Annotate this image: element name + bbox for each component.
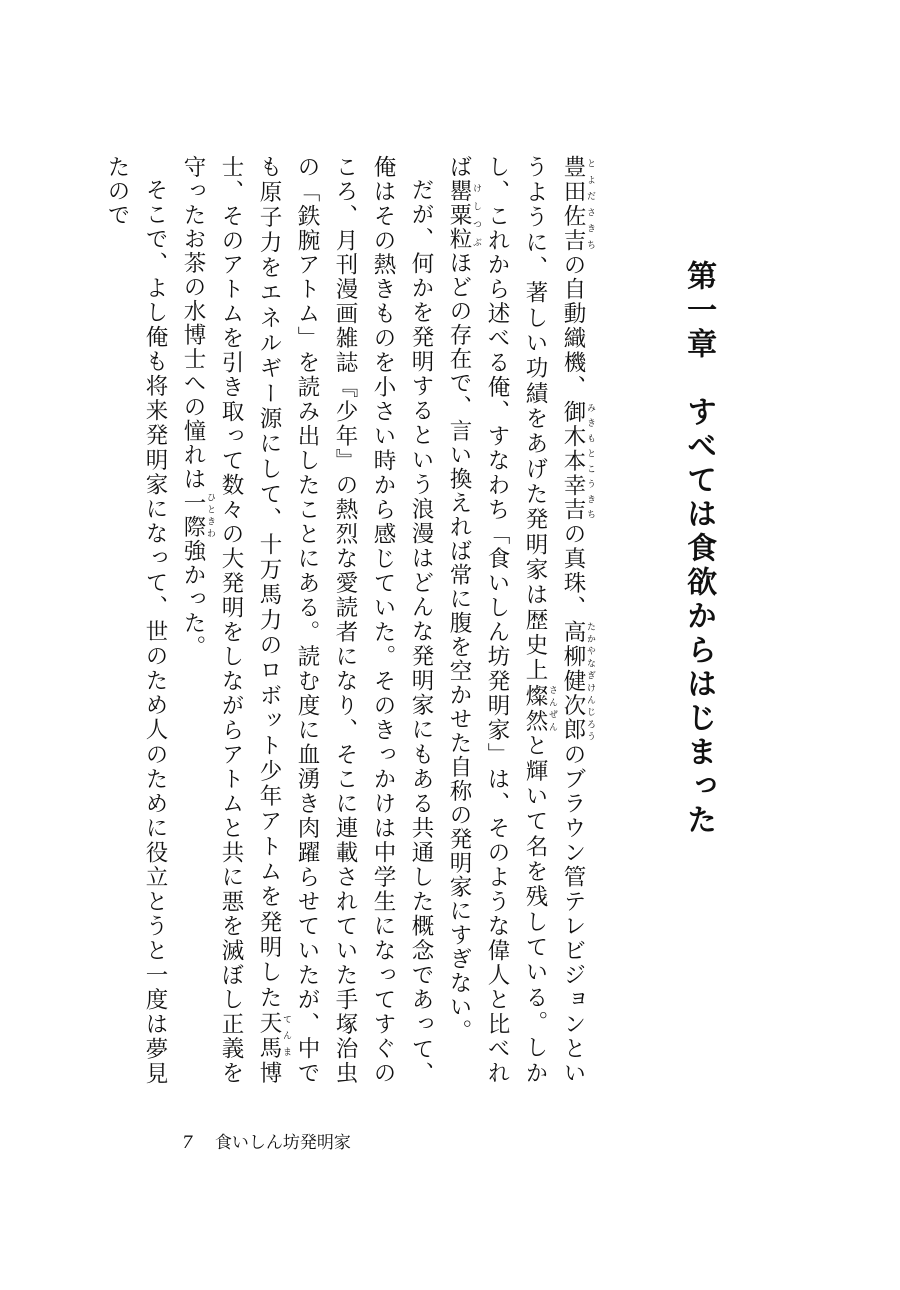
chapter-title: 第一章 すべては食欲からはじまった (681, 260, 717, 838)
ruby-word: 高柳健次郎 たかやなぎけんじろう (560, 620, 595, 743)
paragraph-3: そこで、よし俺も将来発明家になって、世のため人のために役立とうと一度は夢見たので (104, 155, 168, 1085)
ruby-word: 天馬 てんま (256, 1010, 291, 1062)
ruby-word: 御木本幸吉 みきもとこうきち (560, 399, 595, 523)
running-title: 食いしん坊発明家 (214, 1133, 351, 1153)
body-text (98, 155, 595, 1085)
ruby-word: 罌粟粒 けしつぶ (446, 179, 481, 251)
page-footer (182, 1128, 351, 1153)
paragraph-2: だが、何かを発明するという浪漫はどんな発明家にもある共通した概念であって、俺はその熱きものを小さい時から感じていた。そのきっかけは中学生になってすぐのころ、月刊漫画雑誌『少年』の熱烈な愛読者になり、そこに連載されていた手塚治虫の「鉄腕アトム」を読み出したことにある。読む度に血湧き肉躍らせていたが、中でも原子力をエネルギー源にして、十万馬力のロボット少年アトムを発明した天馬 てんま博士、そのアトムを引き取って数々の大発明をしながらアトムと共に悪を滅ぼし正義を守ったお茶の水博士への憧れは一際 ひときわ強かった。 (180, 155, 434, 1086)
paragraph-1: 豊田佐吉 とよださきちの自動織機、御木本幸吉 みきもとこうきちの真珠、高柳健次郎 たかやなぎけんじろうのブラウン管テレビジョンというように、著しい功績をあげた発明家は歴史上燦然 さんぜんと輝いて名を残している。しかし、これから述べる俺、すなわち「食いしん坊発明家」は、そのような偉人と比べれば罌粟粒 けしつぶほどの存在で、言い換えれば常に腹を空かせた自称の発明家にすぎない。 (446, 155, 595, 1086)
ruby-word: 燦然 さんぜん (522, 683, 557, 734)
page-number: 7 (182, 1133, 193, 1153)
ruby-word: 豊田佐吉 とよださきち (560, 155, 595, 253)
ruby-word: 一際 ひときわ (180, 491, 215, 539)
